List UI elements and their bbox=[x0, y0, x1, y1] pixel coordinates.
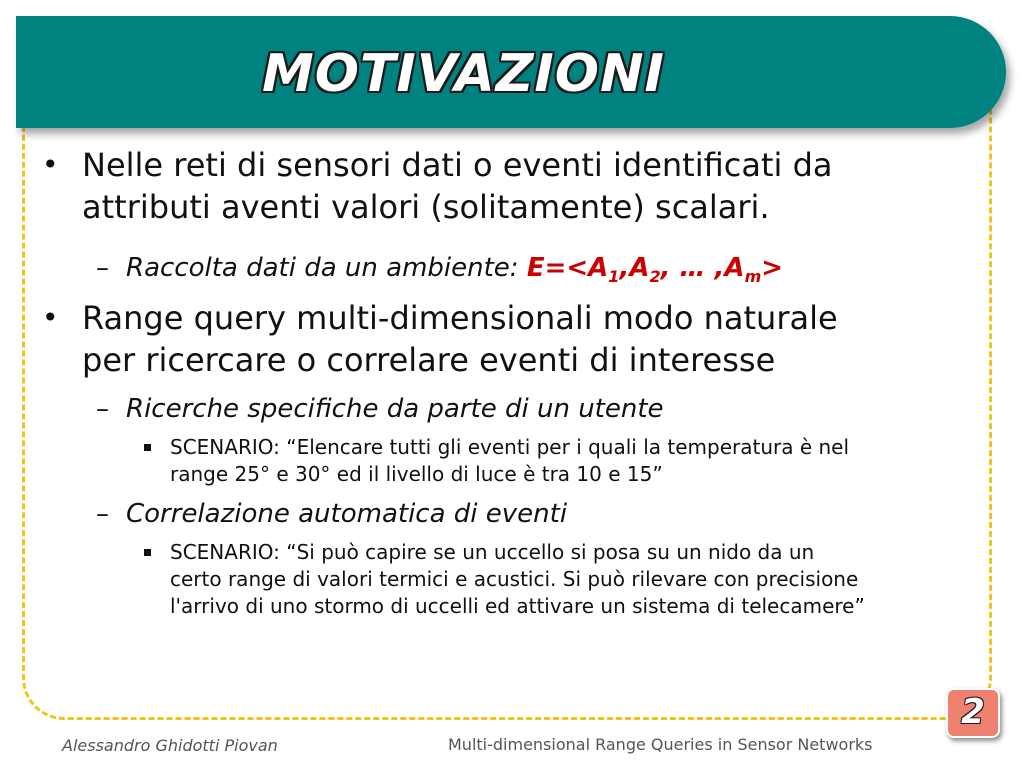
dash-marker: – bbox=[96, 499, 109, 529]
scenario-1-line-1: SCENARIO: “Elencare tutti gli eventi per i quali la temperatura è nel bbox=[170, 435, 850, 459]
dash-marker: – bbox=[96, 394, 109, 424]
bullet-item-1 bbox=[42, 144, 972, 228]
footer-author: Alessandro Ghidotti Piovan bbox=[62, 736, 278, 755]
dash-marker: – bbox=[96, 253, 109, 283]
scenario-2-line-1: SCENARIO: “Si può capire se un uccello si posa su un nido da un bbox=[170, 540, 815, 564]
bullet-item-2 bbox=[42, 297, 972, 381]
scenario-1-line-2: range 25° e 30° ed il livello di luce è tra 10 e 15” bbox=[170, 462, 663, 486]
page-number-badge bbox=[946, 688, 1000, 738]
square-bullet-icon bbox=[144, 444, 151, 451]
bullet-marker: • bbox=[42, 148, 59, 181]
sub-item-ambiente-text: Raccolta dati da un ambiente: bbox=[126, 253, 527, 283]
attribute-formula: $E=<A_1,A_2$, … $,A_m>$ bbox=[526, 253, 784, 287]
footer-presentation-title: Multi-dimensional Range Queries in Sensor Networks bbox=[448, 735, 873, 754]
bullet-2-line-2: per ricercare o correlare eventi di interesse bbox=[82, 341, 776, 379]
square-bullet-icon bbox=[144, 549, 151, 556]
sub-item-ricerche-text: Ricerche specifiche da parte di un utente bbox=[126, 394, 664, 424]
page-number: 2 bbox=[961, 692, 985, 732]
sub-item-ambiente bbox=[96, 252, 976, 287]
slide-title: MOTIVAZIONI bbox=[262, 44, 665, 104]
scenario-item-2 bbox=[170, 539, 970, 620]
sub-item-ricerche bbox=[96, 393, 976, 425]
sub-item-correlazione-text: Correlazione automatica di eventi bbox=[126, 499, 568, 529]
bullet-1-line-1: Nelle reti di sensori dati o eventi identificati da bbox=[82, 146, 833, 184]
scenario-2-line-3: l'arrivo di uno stormo di uccelli ed attivare un sistema di telecamere” bbox=[170, 594, 865, 618]
bullet-1-line-2: attributi aventi valori (solitamente) scalari. bbox=[82, 188, 770, 226]
sub-item-correlazione bbox=[96, 498, 976, 530]
bullet-2-line-1: Range query multi-dimensionali modo naturale bbox=[82, 299, 838, 337]
scenario-2-line-2: certo range di valori termici e acustici. Si può rilevare con precisione bbox=[170, 567, 859, 591]
bullet-marker: • bbox=[42, 301, 59, 334]
scenario-item-1 bbox=[170, 434, 970, 488]
